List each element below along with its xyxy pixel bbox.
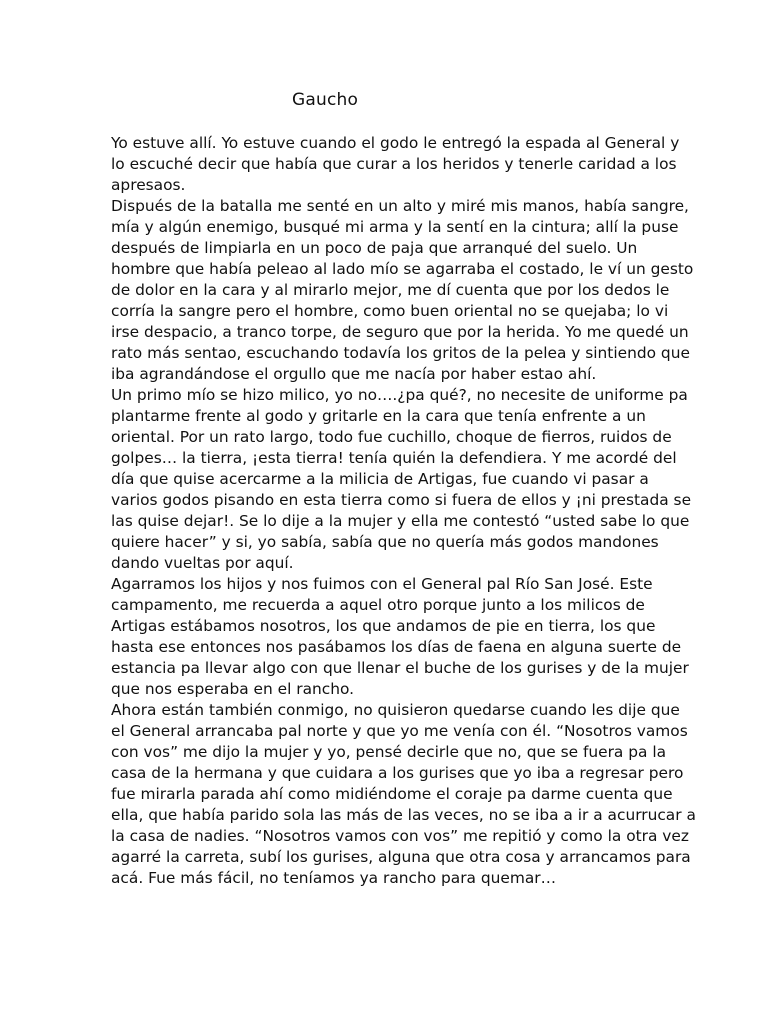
text-line: rato más sentao, escuchando todavía los gritos de la pelea y sintiendo que (111, 344, 690, 362)
text-line: Artigas estábamos nosotros, los que andamos de pie en tierra, los que (111, 617, 656, 635)
text-line: plantarme frente al godo y gritarle en la cara que tenía enfrente a un (111, 407, 646, 425)
text-line: estancia pa llevar algo con que llenar el buche de los gurises y de la mujer (111, 659, 689, 677)
text-line: hombre que había peleao al lado mío se agarraba el costado, le ví un gesto (111, 260, 694, 278)
text-line: agarré la carreta, subí los gurises, alguna que otra cosa y arrancamos para (111, 848, 691, 866)
text-line: ella, que había parido sola las más de las veces, no se iba a ir a acurrucar a (111, 806, 696, 824)
paragraph (111, 196, 694, 385)
text-line: casa de la hermana y que cuidara a los gurises que yo iba a regresar pero (111, 764, 684, 782)
text-line: oriental. Por un rato largo, todo fue cuchillo, choque de fierros, ruidos de (111, 428, 672, 446)
text-line: varios godos pisando en esta tierra como si fuera de ellos y ¡ni prestada se (111, 491, 692, 509)
text-line: apresaos. (111, 176, 186, 194)
paragraph (111, 574, 689, 700)
document-body (111, 133, 696, 889)
text-line: las quise dejar!. Se lo dije a la mujer y ella me contestó “usted sabe lo que (111, 512, 690, 530)
text-line: campamento, me recuerda a aquel otro porque junto a los milicos de (111, 596, 645, 614)
paragraph (111, 133, 680, 196)
text-line: irse despacio, a tranco torpe, de seguro que por la herida. Yo me quedé un (111, 323, 689, 341)
text-line: lo escuché decir que había que curar a los heridos y tenerle caridad a los (111, 155, 677, 173)
text-line: quiere hacer” y si, yo sabía, sabía que no quería más godos mandones (111, 533, 659, 551)
text-line: fue mirarla parada ahí como midiéndome el coraje pa darme cuenta que (111, 785, 673, 803)
text-line: hasta ese entonces nos pasábamos los días de faena en alguna suerte de (111, 638, 682, 656)
text-line: acá. Fue más fácil, no teníamos ya rancho para quemar… (111, 869, 557, 887)
document-title: Gaucho (292, 90, 359, 110)
paragraph (111, 385, 692, 574)
text-line: de dolor en la cara y al mirarlo mejor, me dí cuenta que por los dedos le (111, 281, 670, 299)
text-line: dando vueltas por aquí. (111, 554, 294, 572)
text-line: corría la sangre pero el hombre, como buen oriental no se quejaba; lo vi (111, 302, 669, 320)
text-line: después de limpiarla en un poco de paja que arranqué del suelo. Un (111, 239, 638, 257)
text-line: golpes… la tierra, ¡esta tierra! tenía quién la defendiera. Y me acordé del (111, 449, 677, 467)
text-line: el General arrancaba pal norte y que yo me venía con él. “Nosotros vamos (111, 722, 688, 740)
text-line: iba agrandándose el orgullo que me nacía por haber estao ahí. (111, 365, 597, 383)
text-line: Agarramos los hijos y nos fuimos con el General pal Río San José. Este (111, 575, 653, 593)
text-line: Un primo mío se hizo milico, yo no….¿pa qué?, no necesite de uniforme pa (111, 386, 688, 404)
text-line: mía y algún enemigo, busqué mi arma y la sentí en la cintura; allí la puse (111, 218, 679, 236)
text-line: día que quise acercarme a la milicia de Artigas, fue cuando vi pasar a (111, 470, 649, 488)
text-line: Yo estuve allí. Yo estuve cuando el godo le entregó la espada al General y (111, 134, 680, 152)
text-line: con vos” me dijo la mujer y yo, pensé decirle que no, que se fuera pa la (111, 743, 667, 761)
text-line: Dispués de la batalla me senté en un alto y miré mis manos, había sangre, (111, 197, 689, 215)
paragraph (111, 700, 696, 889)
text-line: la casa de nadies. “Nosotros vamos con vos” me repitió y como la otra vez (111, 827, 689, 845)
text-line: Ahora están también conmigo, no quisieron quedarse cuando les dije que (111, 701, 680, 719)
text-line: que nos esperaba en el rancho. (111, 680, 355, 698)
